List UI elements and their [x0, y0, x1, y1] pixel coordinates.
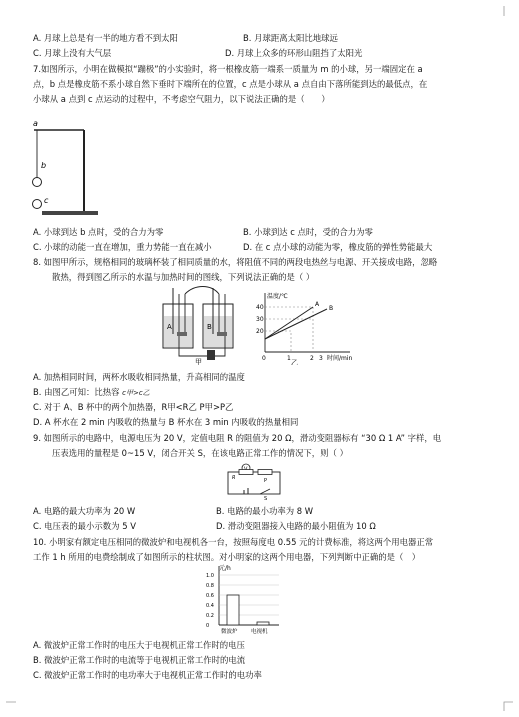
ball-upper: [33, 178, 42, 187]
q8-beakers-figure: [155, 286, 255, 366]
line-a: [265, 307, 313, 339]
line-b: [265, 309, 327, 339]
q10-option-c: C. 微波炉正常工作时的电功率大于电视机正常工作时的电功率: [33, 670, 262, 680]
y-axis-label: 温度/℃: [267, 293, 288, 300]
ball-lower: [33, 200, 42, 209]
battery-symbol: [244, 488, 248, 494]
y-tick-label: 0.4: [206, 603, 214, 609]
y-tick-40: 40: [256, 304, 264, 311]
q9-option-b: B. 电路的最小功率为 8 W: [216, 506, 314, 516]
q6-option-c: C. 月球上没有大气层: [33, 48, 112, 58]
q9-circuit-figure: [224, 462, 284, 500]
water-a: [164, 316, 192, 347]
crop-mark-top-right: [503, 6, 513, 16]
q8-option-a: A. 加热相同时间，两杯水吸收相同热量，升高相同的温度: [33, 372, 245, 382]
battery: [207, 350, 215, 360]
q6-option-d: D. 月球上众多的环形山阻挡了太阳光: [225, 48, 363, 58]
rheostat: [258, 470, 272, 475]
category-label: 电视机: [251, 629, 268, 635]
q7-stem-line-3: 小球从 a 点到 c 点运动的过程中，不考虑空气阻力，以下说法正确的是（ ）: [33, 94, 330, 104]
circuit-loop: [228, 472, 280, 494]
point-b-label: b: [41, 161, 47, 170]
q7-option-a: A. 小球到达 b 点时，受的合力为零: [33, 227, 164, 237]
figure-jia-label: 甲: [195, 358, 202, 366]
q6-option-a: A. 月球上总是有一半的地方看不到太阳: [33, 33, 178, 43]
q6-option-b: B. 月球距离太阳比地球远: [243, 33, 338, 43]
stand-base: [42, 211, 98, 215]
connecting-wire: [185, 287, 219, 295]
bar-1: [257, 622, 269, 625]
q9-option-d: D. 滑动变阻器接入电路的最小阻值为 10 Ω: [216, 521, 376, 531]
q7-option-d: D. 在 c 点小球的动能为零，橡皮筋的弹性势能最大: [243, 242, 433, 252]
y-tick-label: 0.8: [206, 583, 214, 589]
resistor-label: R: [232, 475, 236, 481]
y-tick-label: 0.2: [206, 613, 214, 619]
slider-label: P: [264, 478, 268, 484]
q8-temperature-graph: [255, 290, 355, 365]
q10-option-b: B. 微波炉正常工作时的电流等于电视机正常工作时的电流: [33, 655, 246, 665]
point-c-label: c: [44, 196, 49, 205]
q10-cost-bar-chart: [205, 563, 285, 635]
x-tick-0: 0: [262, 355, 266, 362]
x-tick-1: 1: [287, 355, 291, 362]
q7-option-c: C. 小球的动能一直在增加，重力势能一直在减小: [33, 242, 212, 252]
crop-mark-bottom-right: [503, 701, 513, 711]
line-a-label: A: [315, 301, 320, 308]
q7-bungee-figure: [24, 118, 104, 223]
switch-label: S: [264, 496, 268, 500]
beaker-b-label: B: [207, 323, 212, 331]
point-a-label: a: [33, 119, 38, 128]
x-tick-3: 3: [319, 355, 323, 362]
figure-yi-label: 乙: [291, 359, 298, 365]
q8-stem-line-1: 8. 如图甲所示，规格相同的玻璃杯装了相同质量的水，将阻值不同的两段电热丝与电源、开关接成电路，忽略: [33, 257, 438, 267]
line-b-label: B: [329, 305, 334, 312]
switch: [260, 489, 270, 494]
q10-stem-line-1: 10. 小明家有额定电压相同的微波炉和电视机各一台，按照每度电 0.55 元的计费标准，将这两个用电器正常: [33, 537, 434, 547]
y-tick-label: 0.6: [206, 593, 214, 599]
q9-option-a: A. 电路的最大功率为 20 W: [33, 506, 136, 516]
y-tick-label: 0: [206, 623, 210, 629]
beaker-a-label: A: [167, 323, 172, 331]
crop-mark-bottom-left: [6, 701, 16, 711]
q8-option-c: C. 对于 A、B 杯中的两个加热器，R甲<R乙 P甲>P乙: [33, 402, 234, 412]
q10-stem-line-2: 工作 1 h 所用的电费绘制成了如图所示的柱状图。对小明家的这两个用电器，下列判断中正确的是（ ）: [33, 552, 421, 562]
x-axis-label: 时间/min: [327, 355, 353, 362]
x-tick-2: 2: [310, 355, 314, 362]
q8-stem-line-2: 散热，得到图乙所示的水温与加热时间的图线，下列说法正确的是（ ）: [52, 272, 315, 282]
resistor-r: [239, 470, 253, 475]
y-axis-label: 元/h: [219, 565, 231, 572]
grid-dashes: [265, 307, 313, 352]
category-label: 微波炉: [221, 629, 238, 635]
heater-coils: [177, 332, 227, 336]
crop-mark-top-left: [6, 6, 16, 16]
y-tick-label: 1.0: [206, 573, 214, 579]
q8-option-b-formula: c甲>c乙: [122, 389, 150, 397]
q9-option-c: C. 电压表的最小示数为 5 V: [33, 521, 136, 531]
q9-stem-line-2: 压表选用的量程是 0~15 V，闭合开关 S，在该电路正常工作的情况下，则（ ）: [52, 448, 348, 458]
y-tick-20: 20: [256, 328, 264, 335]
water-b: [204, 316, 232, 347]
q8-option-d: D. A 杯水在 2 min 内吸收的热量与 B 杯水在 3 min 内吸收的热量相同: [33, 417, 299, 427]
q7-option-b: B. 小球到达 c 点时，受的合力为零: [243, 227, 373, 237]
q7-stem-line-2: 点，b 点是橡皮筋不系小球自然下垂时下端所在的位置，c 点是小球从 a 点自由下落所能到达的最低点，在: [33, 79, 428, 89]
q10-option-a: A. 微波炉正常工作时的电压大于电视机正常工作时的电压: [33, 640, 245, 650]
bar-0: [227, 595, 239, 625]
q8-option-b: B. 由图乙可知：比热容 c甲>c乙: [33, 387, 150, 397]
q7-stem-line-1: 7.如图所示，小明在做模拟“蹦极”的小实验时，将一根橡皮筋一端系一质量为 m 的小球，另一端固定在 a: [33, 64, 423, 74]
y-tick-30: 30: [256, 316, 264, 323]
q9-stem-line-1: 9. 如图所示的电路中，电源电压为 20 V，定值电阻 R 的阻值为 20 Ω，滑动变阻器标有 “30 Ω 1 A” 字样，电: [33, 433, 442, 443]
